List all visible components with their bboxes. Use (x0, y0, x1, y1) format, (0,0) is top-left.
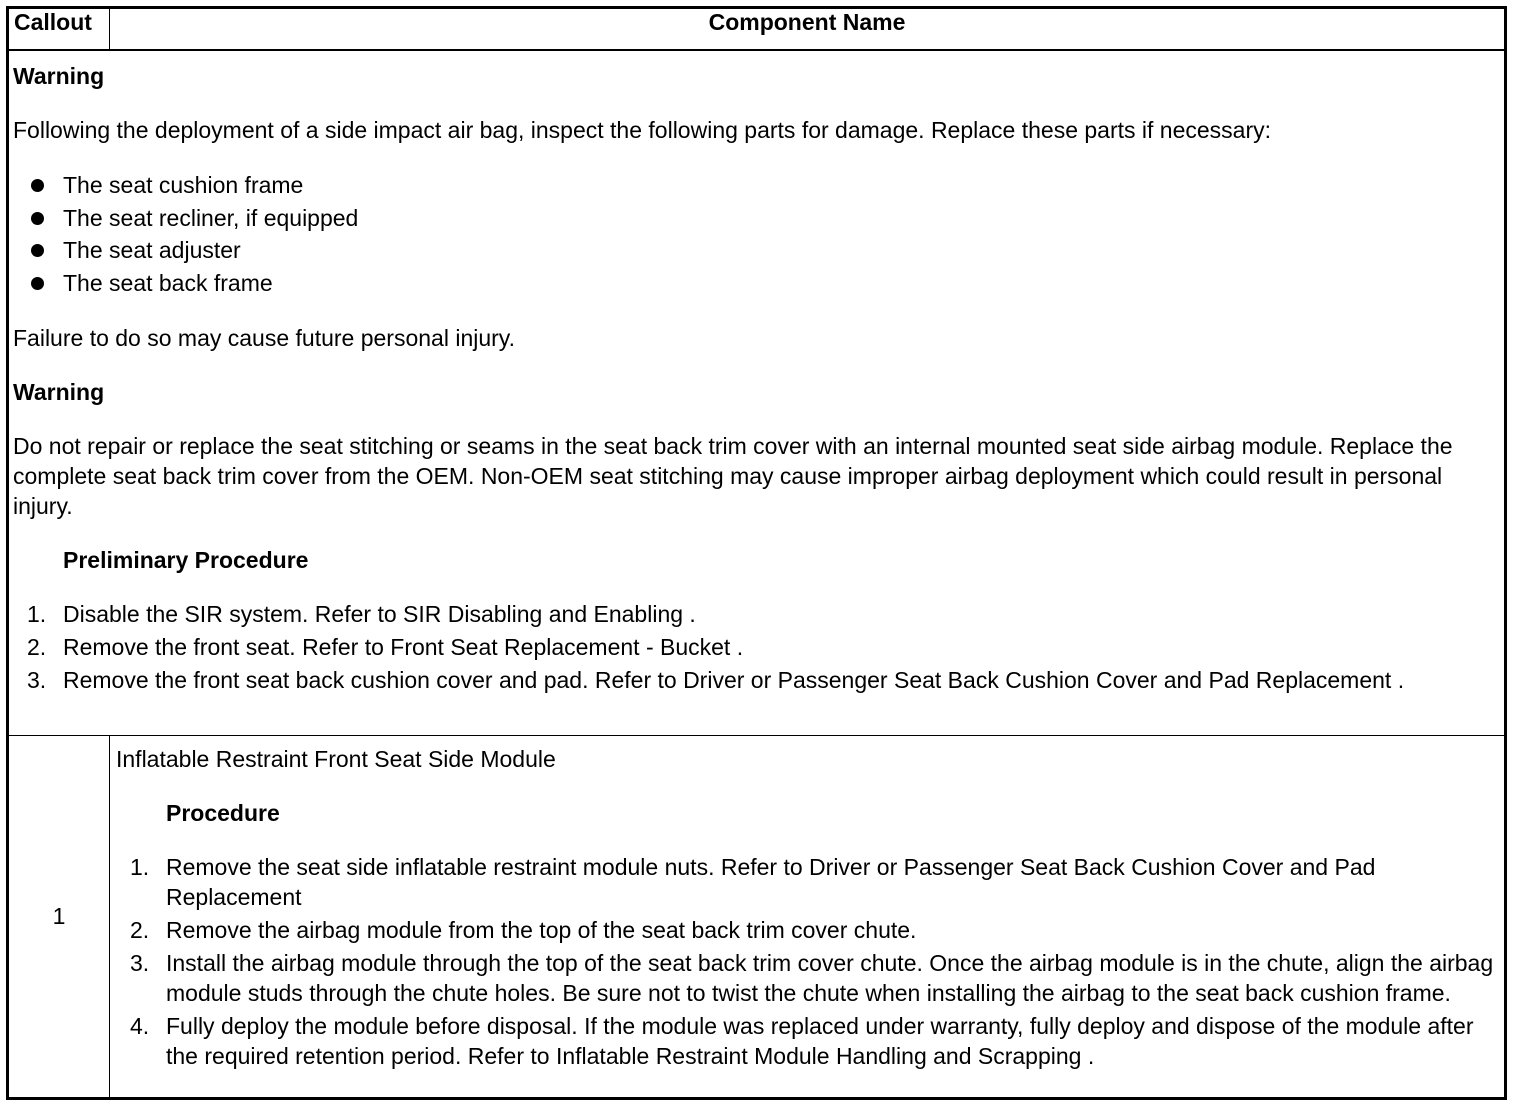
warning-title: Warning (13, 379, 105, 405)
step-text: Remove the front seat back cushion cover and pad. Refer to Driver or Passenger Seat Back Cushion Cover and Pad Replacement . (63, 667, 1405, 693)
step-text: Remove the airbag module from the top of the seat back trim cover chute. (166, 917, 917, 944)
list-item (13, 632, 1500, 662)
preliminary-steps-list (13, 599, 1500, 695)
list-item (13, 665, 1500, 695)
procedure-steps-list (116, 852, 1496, 1071)
warning-text: Do not repair or replace the seat stitching or seams in the seat back trim cover with an internal mounted seat side airbag module. Replace the complete seat back trim cover from the OEM. Non-OEM seat stitching may cause improper airbag deployment which could result in personal injury. (13, 433, 1453, 519)
component-name-column-header: Component Name (110, 9, 1505, 50)
table-row (9, 736, 1504, 1097)
procedure-table-frame (6, 6, 1507, 1100)
list-item (116, 1011, 1496, 1071)
component-cell (110, 736, 1505, 1097)
inspection-parts-list (13, 169, 1500, 299)
list-item: The seat recliner, if equipped (13, 202, 1500, 235)
step-text: Disable the SIR system. Refer to SIR Disabling and Enabling . (63, 601, 696, 627)
step-number: 2. (27, 634, 47, 660)
step-number: 2. (130, 917, 150, 944)
list-item (116, 915, 1496, 945)
intro-cell (9, 50, 1504, 736)
table-header-row (9, 9, 1504, 50)
list-item: The seat back frame (13, 267, 1500, 300)
step-text: Remove the front seat. Refer to Front Seat Replacement - Bucket . (63, 634, 744, 660)
callout-number: 1 (9, 736, 110, 1097)
list-item: The seat adjuster (13, 234, 1500, 267)
step-text: Install the airbag module through the top of the seat back trim cover chute. Once the airbag module is in the chute, align the airbag module studs through the chute holes. Be sure not to twist the chute when installing the airbag to the seat back cushion frame. (166, 950, 1494, 1007)
step-number: 1. (27, 601, 47, 627)
procedure-table (9, 9, 1504, 1097)
step-number: 3. (130, 950, 150, 977)
list-item (13, 599, 1500, 629)
intro-row (9, 50, 1504, 736)
step-number: 3. (27, 667, 47, 693)
component-name: Inflatable Restraint Front Seat Side Module (116, 746, 556, 773)
step-number: 1. (130, 854, 150, 881)
step-text: Fully deploy the module before disposal. If the module was replaced under warranty, fully deploy and dispose of the module after the required retention period. Refer to Inflatable Restraint Module Handling and Scrapping . (166, 1013, 1474, 1070)
warning-title: Warning (13, 63, 105, 89)
warning-footer: Failure to do so may cause future personal injury. (13, 325, 515, 351)
preliminary-procedure-heading: Preliminary Procedure (63, 547, 309, 573)
warning-text: Following the deployment of a side impact air bag, inspect the following parts for damage. Replace these parts if necessary: (13, 117, 1272, 143)
step-text: Remove the seat side inflatable restraint module nuts. Refer to Driver or Passenger Seat Back Cushion Cover and Pad Replacement (166, 854, 1376, 911)
list-item (116, 948, 1496, 1008)
step-number: 4. (130, 1013, 150, 1040)
callout-column-header: Callout (9, 9, 110, 50)
procedure-heading: Procedure (166, 800, 280, 827)
list-item (116, 852, 1496, 912)
list-item: The seat cushion frame (13, 169, 1500, 202)
